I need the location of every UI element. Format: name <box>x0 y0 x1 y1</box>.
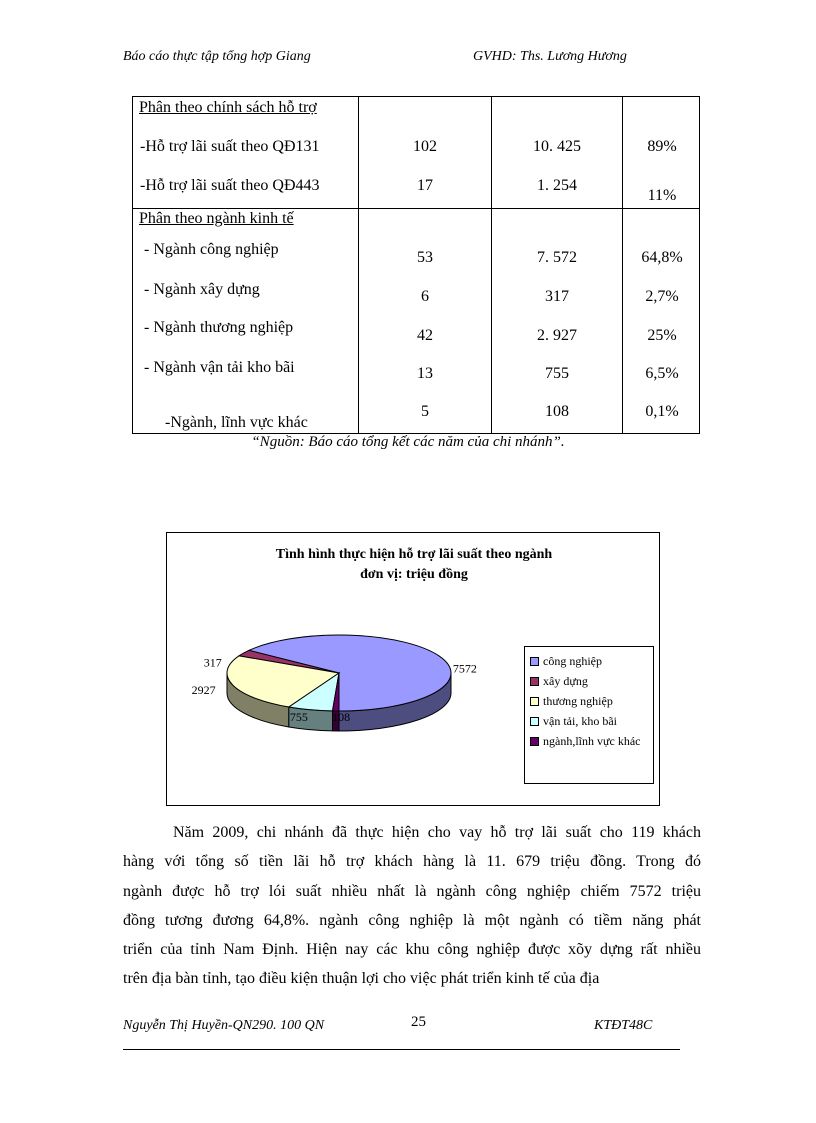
legend-item <box>530 651 653 671</box>
table-row-amount: 2. 927 <box>537 327 577 344</box>
table-row-label: - Ngành công nghiệp <box>144 241 279 258</box>
header-advisor: GVHD: Ths. Lương Hương <box>473 49 627 64</box>
table-row-count: 17 <box>417 177 433 194</box>
pie-data-label: 7572 <box>452 661 477 676</box>
chart-title-block <box>167 545 661 585</box>
table-row-percent: 64,8% <box>641 249 683 266</box>
table-row-amount: 10. 425 <box>533 138 581 155</box>
table-row-count: 53 <box>417 249 433 266</box>
table-row-percent: 25% <box>647 327 677 344</box>
pie-chart-panel <box>166 532 660 806</box>
paragraph-line: triển của tỉnh Nam Định. Hiện nay các khu công nghiệp được xõy dựng rất nhiều <box>123 941 701 959</box>
table-row-count: 13 <box>417 365 433 382</box>
footer-rule <box>123 1049 680 1050</box>
chart-subtitle: đơn vị: triệu đồng <box>360 567 468 582</box>
table-row-percent: 6,5% <box>645 365 679 382</box>
chart-title: Tình hình thực hiện hỗ trợ lãi suất theo ngành <box>275 547 553 562</box>
table-row-percent: 11% <box>647 187 677 204</box>
paragraph-line: Năm 2009, chi nhánh đã thực hiện cho vay hỗ trợ lãi suất cho 119 khách <box>173 824 701 841</box>
pie-data-label: 755 <box>289 710 308 725</box>
table-row-count: 102 <box>413 138 437 155</box>
header-report-title: Báo cáo thực tập tổng hợp Giang <box>123 49 311 64</box>
table-row-amount: 7. 572 <box>537 249 577 266</box>
pie-data-label: 108 <box>332 709 351 724</box>
paragraph-line: hàng với tổng số tiền lãi hỗ trợ khách hàng là 11. 679 triệu đồng. Trong đó <box>123 853 701 871</box>
table-row-percent: 2,7% <box>645 288 679 305</box>
table-row-amount: 317 <box>545 288 569 305</box>
table-row-amount: 755 <box>545 365 569 382</box>
source-note: “Nguồn: Báo cáo tổng kết các năm của chi nhánh”. <box>251 434 565 450</box>
table-row-label: - Ngành xây dựng <box>144 281 260 298</box>
legend-label: vận tải, kho bãi <box>543 714 617 728</box>
legend-item <box>530 671 653 691</box>
legend-swatch <box>530 697 539 706</box>
paragraph-line: trên địa bàn tỉnh, tạo điều kiện thuận lợi cho việc phát triển kinh tế của địa <box>123 970 600 988</box>
legend-swatch <box>530 677 539 686</box>
legend-item <box>530 711 653 731</box>
table-row-label: - Ngành vận tải kho bãi <box>144 359 295 376</box>
table-row-count: 42 <box>417 327 433 344</box>
paragraph-line: đồng tương đương 64,8%. ngành công nghiệp là một ngành có tiềm năng phát <box>123 911 701 929</box>
legend-swatch <box>530 657 539 666</box>
legend-item <box>530 691 653 711</box>
legend-swatch <box>530 717 539 726</box>
section-policy-title: Phân theo chính sách hỗ trợ <box>139 99 317 116</box>
table-row-label: -Hỗ trợ lãi suất theo QĐ443 <box>140 177 320 194</box>
chart-legend <box>524 646 654 784</box>
pie-data-label: 317 <box>203 655 222 670</box>
support-table <box>132 96 700 434</box>
pie-chart <box>167 607 517 807</box>
legend-item <box>530 731 653 751</box>
table-row-percent: 0,1% <box>645 403 679 420</box>
table-row-label: -Hỗ trợ lãi suất theo QĐ131 <box>140 138 320 155</box>
table-row-amount: 108 <box>545 403 569 420</box>
footer-class-code: KTĐT48C <box>594 1018 653 1033</box>
page-number: 25 <box>411 1014 426 1030</box>
legend-label: xây dựng <box>543 674 588 688</box>
legend-swatch <box>530 737 539 746</box>
body-paragraph <box>123 818 701 994</box>
footer-author: Nguyễn Thị Huyền-QN290. 100 QN <box>123 1018 325 1033</box>
table-row-count: 6 <box>421 288 429 305</box>
legend-label: ngành,lĩnh vực khác <box>543 734 641 748</box>
table-row-label: -Ngành, lĩnh vực khác <box>165 414 308 431</box>
table-row-percent: 89% <box>647 138 677 155</box>
section-sector-title: Phân theo ngành kinh tế <box>139 210 294 227</box>
pie-data-label: 2927 <box>191 682 216 697</box>
legend-label: thương nghiệp <box>543 694 613 708</box>
paragraph-line: ngành được hỗ trợ lói suất nhiều nhất là ngành công nghiệp chiếm 7572 triệu <box>123 882 701 900</box>
table-row-count: 5 <box>421 403 429 420</box>
table-row-label: - Ngành thương nghiệp <box>144 319 294 336</box>
legend-label: công nghiệp <box>543 654 602 668</box>
table-row-amount: 1. 254 <box>537 177 577 194</box>
